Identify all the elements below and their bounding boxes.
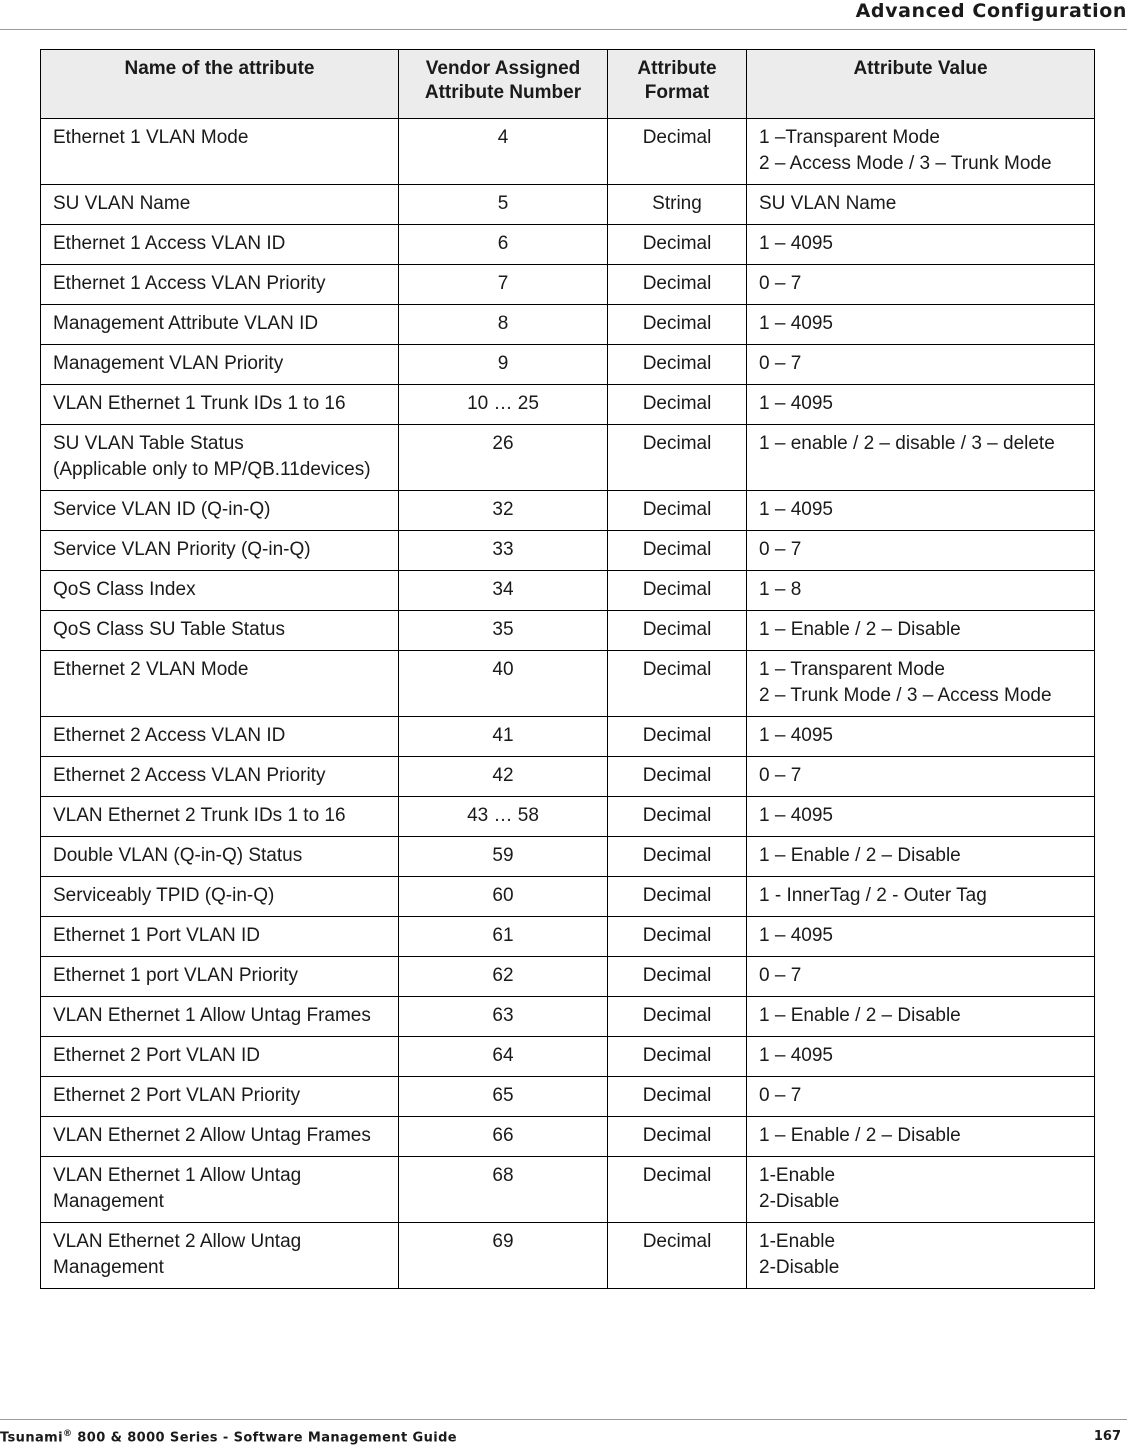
cell-attribute-value bbox=[747, 531, 1095, 571]
cell-attribute-name-line: VLAN Ethernet 2 Trunk IDs 1 to 16 bbox=[53, 805, 346, 826]
cell-attribute-number: 66 bbox=[399, 1117, 608, 1157]
cell-attribute-number: 35 bbox=[399, 611, 608, 651]
cell-attribute-format: Decimal bbox=[608, 225, 747, 265]
cell-attribute-value bbox=[747, 1157, 1095, 1223]
table-row bbox=[41, 651, 1095, 717]
cell-attribute-value bbox=[747, 491, 1095, 531]
cell-attribute-name bbox=[41, 717, 399, 757]
cell-attribute-number: 8 bbox=[399, 305, 608, 345]
cell-attribute-name-line: Ethernet 2 Port VLAN Priority bbox=[53, 1085, 301, 1106]
cell-attribute-number: 26 bbox=[399, 425, 608, 491]
cell-attribute-number: 9 bbox=[399, 345, 608, 385]
table-row bbox=[41, 385, 1095, 425]
table-row bbox=[41, 877, 1095, 917]
cell-attribute-name-line: VLAN Ethernet 1 Trunk IDs 1 to 16 bbox=[53, 393, 346, 414]
cell-attribute-value-line: 1 – enable / 2 – disable / 3 – delete bbox=[759, 433, 1055, 454]
cell-attribute-name-line: Ethernet 2 Port VLAN ID bbox=[53, 1045, 260, 1066]
cell-attribute-value-line: 1 – 4095 bbox=[759, 725, 833, 746]
table-row bbox=[41, 757, 1095, 797]
cell-attribute-format: Decimal bbox=[608, 491, 747, 531]
cell-attribute-name-line: Ethernet 1 Access VLAN ID bbox=[53, 233, 286, 254]
cell-attribute-value bbox=[747, 917, 1095, 957]
cell-attribute-format: Decimal bbox=[608, 1117, 747, 1157]
cell-attribute-number: 59 bbox=[399, 837, 608, 877]
cell-attribute-format: Decimal bbox=[608, 837, 747, 877]
cell-attribute-value-line: 1 – Enable / 2 – Disable bbox=[759, 845, 961, 866]
cell-attribute-value-line: 0 – 7 bbox=[759, 965, 802, 986]
cell-attribute-name-line: Ethernet 2 Access VLAN ID bbox=[53, 725, 286, 746]
cell-attribute-value bbox=[747, 651, 1095, 717]
footer-page-number: 167 bbox=[1093, 1429, 1121, 1444]
cell-attribute-number: 33 bbox=[399, 531, 608, 571]
cell-attribute-name bbox=[41, 611, 399, 651]
cell-attribute-value-line: 0 – 7 bbox=[759, 273, 802, 294]
cell-attribute-value bbox=[747, 571, 1095, 611]
table-row bbox=[41, 531, 1095, 571]
table-row bbox=[41, 119, 1095, 185]
cell-attribute-name bbox=[41, 119, 399, 185]
cell-attribute-value bbox=[747, 1117, 1095, 1157]
table-row bbox=[41, 837, 1095, 877]
cell-attribute-name-line: QoS Class Index bbox=[53, 579, 196, 600]
attribute-table bbox=[40, 49, 1095, 1289]
cell-attribute-value-line: 1 – Enable / 2 – Disable bbox=[759, 1125, 961, 1146]
table-row bbox=[41, 225, 1095, 265]
cell-attribute-value-line: 0 – 7 bbox=[759, 765, 802, 786]
cell-attribute-name bbox=[41, 651, 399, 717]
cell-attribute-format: Decimal bbox=[608, 119, 747, 185]
cell-attribute-number: 5 bbox=[399, 185, 608, 225]
cell-attribute-name-line: VLAN Ethernet 2 Allow Untag bbox=[53, 1231, 302, 1252]
cell-attribute-number: 65 bbox=[399, 1077, 608, 1117]
cell-attribute-value-line: 0 – 7 bbox=[759, 1085, 802, 1106]
footer-guide-text: 800 & 8000 Series - Software Management Guide bbox=[72, 1430, 458, 1446]
cell-attribute-name-line: Management VLAN Priority bbox=[53, 353, 284, 374]
cell-attribute-format: Decimal bbox=[608, 305, 747, 345]
cell-attribute-number: 10 … 25 bbox=[399, 385, 608, 425]
table-row bbox=[41, 305, 1095, 345]
cell-attribute-format: Decimal bbox=[608, 997, 747, 1037]
cell-attribute-name bbox=[41, 757, 399, 797]
cell-attribute-name bbox=[41, 305, 399, 345]
cell-attribute-format: Decimal bbox=[608, 717, 747, 757]
table-row bbox=[41, 425, 1095, 491]
cell-attribute-value-line: 1 - InnerTag / 2 - Outer Tag bbox=[759, 885, 987, 906]
cell-attribute-name bbox=[41, 877, 399, 917]
cell-attribute-number: 32 bbox=[399, 491, 608, 531]
cell-attribute-value-line: 1-Enable bbox=[759, 1231, 836, 1252]
cell-attribute-format: Decimal bbox=[608, 1157, 747, 1223]
cell-attribute-value bbox=[747, 717, 1095, 757]
cell-attribute-value-line: 1 – Enable / 2 – Disable bbox=[759, 1005, 961, 1026]
cell-attribute-name bbox=[41, 957, 399, 997]
cell-attribute-name-line: Serviceably TPID (Q-in-Q) bbox=[53, 885, 275, 906]
cell-attribute-name-line: Management bbox=[53, 1257, 164, 1278]
cell-attribute-name-line: Service VLAN Priority (Q-in-Q) bbox=[53, 539, 311, 560]
cell-attribute-value-line: 2-Disable bbox=[759, 1257, 840, 1278]
cell-attribute-format: Decimal bbox=[608, 917, 747, 957]
cell-attribute-value bbox=[747, 265, 1095, 305]
cell-attribute-name bbox=[41, 1077, 399, 1117]
cell-attribute-value bbox=[747, 757, 1095, 797]
cell-attribute-value bbox=[747, 997, 1095, 1037]
cell-attribute-name-line: (Applicable only to MP/QB.11devices) bbox=[53, 459, 371, 480]
cell-attribute-format: Decimal bbox=[608, 425, 747, 491]
cell-attribute-value-line: 1 – 4095 bbox=[759, 313, 833, 334]
cell-attribute-name bbox=[41, 571, 399, 611]
column-header-name: Name of the attribute bbox=[41, 50, 399, 119]
cell-attribute-format: Decimal bbox=[608, 957, 747, 997]
cell-attribute-value-line: 1-Enable bbox=[759, 1165, 836, 1186]
cell-attribute-format: Decimal bbox=[608, 345, 747, 385]
table-row bbox=[41, 997, 1095, 1037]
cell-attribute-name-line: VLAN Ethernet 2 Allow Untag Frames bbox=[53, 1125, 371, 1146]
cell-attribute-name bbox=[41, 185, 399, 225]
cell-attribute-number: 60 bbox=[399, 877, 608, 917]
cell-attribute-name bbox=[41, 1223, 399, 1289]
cell-attribute-name bbox=[41, 917, 399, 957]
cell-attribute-value bbox=[747, 225, 1095, 265]
cell-attribute-value bbox=[747, 119, 1095, 185]
cell-attribute-name-line: Ethernet 1 port VLAN Priority bbox=[53, 965, 298, 986]
cell-attribute-value-line: 1 – 4095 bbox=[759, 499, 833, 520]
table-row bbox=[41, 185, 1095, 225]
cell-attribute-name-line: Ethernet 1 VLAN Mode bbox=[53, 127, 249, 148]
column-header-number: Vendor Assigned Attribute Number bbox=[399, 50, 608, 119]
cell-attribute-format: Decimal bbox=[608, 571, 747, 611]
cell-attribute-number: 41 bbox=[399, 717, 608, 757]
cell-attribute-value-line: 1 – 4095 bbox=[759, 233, 833, 254]
cell-attribute-format: Decimal bbox=[608, 1223, 747, 1289]
footer-product: Tsunami bbox=[0, 1430, 63, 1446]
table-body bbox=[41, 119, 1095, 1289]
cell-attribute-number: 68 bbox=[399, 1157, 608, 1223]
cell-attribute-format: Decimal bbox=[608, 757, 747, 797]
cell-attribute-format: Decimal bbox=[608, 265, 747, 305]
cell-attribute-value-line: 1 – 8 bbox=[759, 579, 802, 600]
cell-attribute-number: 63 bbox=[399, 997, 608, 1037]
cell-attribute-name-line: Service VLAN ID (Q-in-Q) bbox=[53, 499, 271, 520]
cell-attribute-value-line: 2 – Trunk Mode / 3 – Access Mode bbox=[759, 685, 1052, 706]
column-header-format: Attribute Format bbox=[608, 50, 747, 119]
cell-attribute-value bbox=[747, 185, 1095, 225]
cell-attribute-value bbox=[747, 1037, 1095, 1077]
cell-attribute-value bbox=[747, 385, 1095, 425]
cell-attribute-name-line: Ethernet 2 Access VLAN Priority bbox=[53, 765, 326, 786]
cell-attribute-format: Decimal bbox=[608, 877, 747, 917]
header-divider bbox=[0, 29, 1127, 30]
cell-attribute-name bbox=[41, 997, 399, 1037]
table-row bbox=[41, 1037, 1095, 1077]
cell-attribute-value bbox=[747, 1223, 1095, 1289]
cell-attribute-name bbox=[41, 385, 399, 425]
table-row bbox=[41, 1223, 1095, 1289]
cell-attribute-name bbox=[41, 1037, 399, 1077]
table-row bbox=[41, 1117, 1095, 1157]
cell-attribute-name-line: Ethernet 1 Access VLAN Priority bbox=[53, 273, 326, 294]
cell-attribute-number: 40 bbox=[399, 651, 608, 717]
table-row bbox=[41, 611, 1095, 651]
cell-attribute-value-line: 1 – 4095 bbox=[759, 925, 833, 946]
cell-attribute-name-line: SU VLAN Name bbox=[53, 193, 191, 214]
cell-attribute-number: 34 bbox=[399, 571, 608, 611]
cell-attribute-name-line: Management bbox=[53, 1191, 164, 1212]
cell-attribute-name bbox=[41, 425, 399, 491]
cell-attribute-name bbox=[41, 265, 399, 305]
cell-attribute-number: 4 bbox=[399, 119, 608, 185]
cell-attribute-format: Decimal bbox=[608, 1037, 747, 1077]
cell-attribute-value bbox=[747, 877, 1095, 917]
cell-attribute-format: Decimal bbox=[608, 385, 747, 425]
cell-attribute-number: 42 bbox=[399, 757, 608, 797]
cell-attribute-value-line: 1 – 4095 bbox=[759, 1045, 833, 1066]
cell-attribute-value bbox=[747, 797, 1095, 837]
cell-attribute-number: 69 bbox=[399, 1223, 608, 1289]
cell-attribute-name bbox=[41, 1157, 399, 1223]
cell-attribute-name-line: VLAN Ethernet 1 Allow Untag Frames bbox=[53, 1005, 371, 1026]
table-row bbox=[41, 571, 1095, 611]
cell-attribute-name bbox=[41, 531, 399, 571]
table-row bbox=[41, 717, 1095, 757]
page-header-title: Advanced Configuration bbox=[855, 0, 1127, 22]
table-row bbox=[41, 957, 1095, 997]
table-row bbox=[41, 491, 1095, 531]
cell-attribute-value-line: 1 – 4095 bbox=[759, 393, 833, 414]
column-header-value: Attribute Value bbox=[747, 50, 1095, 119]
cell-attribute-name-line: QoS Class SU Table Status bbox=[53, 619, 285, 640]
cell-attribute-value-line: SU VLAN Name bbox=[759, 193, 897, 214]
cell-attribute-value-line: 1 – Enable / 2 – Disable bbox=[759, 619, 961, 640]
cell-attribute-format: Decimal bbox=[608, 797, 747, 837]
cell-attribute-format: Decimal bbox=[608, 1077, 747, 1117]
cell-attribute-value-line: 0 – 7 bbox=[759, 539, 802, 560]
cell-attribute-value-line: 1 –Transparent Mode bbox=[759, 127, 940, 148]
cell-attribute-value bbox=[747, 345, 1095, 385]
cell-attribute-name-line: Management Attribute VLAN ID bbox=[53, 313, 319, 334]
table-row bbox=[41, 265, 1095, 305]
cell-attribute-number: 64 bbox=[399, 1037, 608, 1077]
cell-attribute-name bbox=[41, 837, 399, 877]
cell-attribute-format: String bbox=[608, 185, 747, 225]
cell-attribute-name bbox=[41, 225, 399, 265]
cell-attribute-value bbox=[747, 425, 1095, 491]
cell-attribute-name bbox=[41, 797, 399, 837]
footer-guide-title bbox=[0, 1429, 457, 1445]
cell-attribute-name bbox=[41, 345, 399, 385]
cell-attribute-name bbox=[41, 1117, 399, 1157]
table-row bbox=[41, 797, 1095, 837]
cell-attribute-number: 43 … 58 bbox=[399, 797, 608, 837]
cell-attribute-name-line: SU VLAN Table Status bbox=[53, 433, 244, 454]
cell-attribute-number: 7 bbox=[399, 265, 608, 305]
cell-attribute-value-line: 2-Disable bbox=[759, 1191, 840, 1212]
table-row bbox=[41, 1077, 1095, 1117]
footer-registered-mark: ® bbox=[62, 1429, 73, 1439]
cell-attribute-name-line: Double VLAN (Q-in-Q) Status bbox=[53, 845, 303, 866]
cell-attribute-name bbox=[41, 491, 399, 531]
cell-attribute-format: Decimal bbox=[608, 531, 747, 571]
table-header-row bbox=[41, 50, 1095, 119]
cell-attribute-value bbox=[747, 305, 1095, 345]
cell-attribute-format: Decimal bbox=[608, 651, 747, 717]
cell-attribute-number: 6 bbox=[399, 225, 608, 265]
table-row bbox=[41, 917, 1095, 957]
cell-attribute-name-line: Ethernet 1 Port VLAN ID bbox=[53, 925, 260, 946]
cell-attribute-name-line: VLAN Ethernet 1 Allow Untag bbox=[53, 1165, 302, 1186]
cell-attribute-name-line: Ethernet 2 VLAN Mode bbox=[53, 659, 249, 680]
cell-attribute-format: Decimal bbox=[608, 611, 747, 651]
cell-attribute-value-line: 0 – 7 bbox=[759, 353, 802, 374]
cell-attribute-value bbox=[747, 1077, 1095, 1117]
cell-attribute-number: 62 bbox=[399, 957, 608, 997]
cell-attribute-value-line: 2 – Access Mode / 3 – Trunk Mode bbox=[759, 153, 1052, 174]
table-row bbox=[41, 1157, 1095, 1223]
cell-attribute-number: 61 bbox=[399, 917, 608, 957]
cell-attribute-value bbox=[747, 957, 1095, 997]
cell-attribute-value-line: 1 – Transparent Mode bbox=[759, 659, 945, 680]
footer-divider bbox=[0, 1419, 1127, 1420]
cell-attribute-value bbox=[747, 837, 1095, 877]
table-row bbox=[41, 345, 1095, 385]
cell-attribute-value bbox=[747, 611, 1095, 651]
cell-attribute-value-line: 1 – 4095 bbox=[759, 805, 833, 826]
